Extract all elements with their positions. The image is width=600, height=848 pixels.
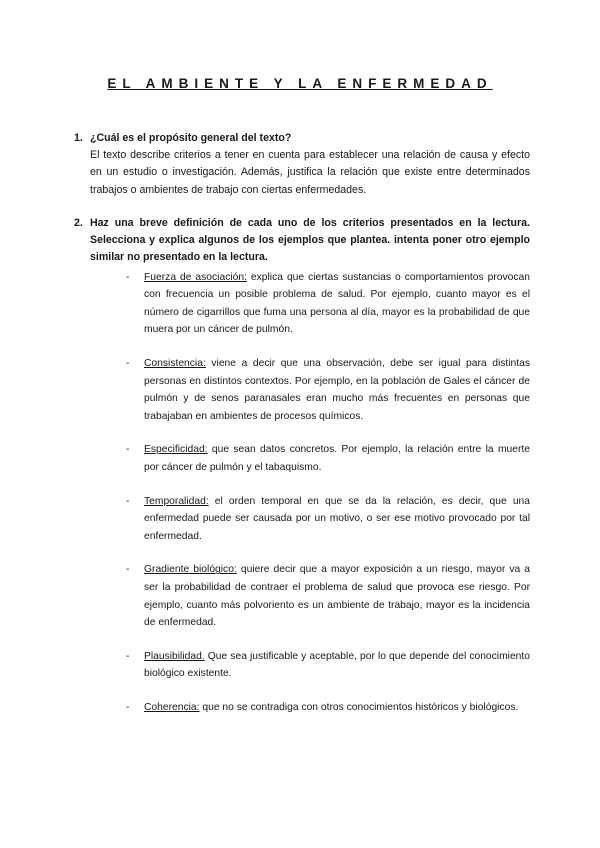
criterion-term: Gradiente biológico: xyxy=(144,564,237,576)
criterion-text: quiere decir que a mayor exposición a un riesgo, mayor va a ser la probabilidad de contraer el problema de salud que provoca ese riesgo. Por ejemplo, cuanto más polvoriento es un ambiente de trabajo, mayor es la incidencia de enfermedad. xyxy=(144,564,530,629)
document-title: EL AMBIENTE Y LA ENFERMEDAD xyxy=(107,76,493,91)
question-2 xyxy=(74,215,530,732)
criterion-term: Consistencia: xyxy=(144,357,206,369)
question-2-heading: Haz una breve definición de cada uno de los criterios presentados en la lectura. Selecciona y explica algunos de los ejemplos que plantea. intenta poner otro ejemplo similar no presentado en la lectura. xyxy=(90,217,530,264)
question-1-answer: El texto describe criterios a tener en cuenta para establecer una relación de causa y efecto en un estudio o investigación. Además, justifica la relación que existe entre determinados trabajos o ambientes de trabajo con ciertas enfermedades. xyxy=(90,149,530,196)
criterion-text: que sean datos concretos. Por ejemplo, la relación entre la muerte por cáncer de pulmón y el tabaquismo. xyxy=(144,444,530,473)
criterion-term: Plausibilidad. xyxy=(144,650,205,662)
criterion-text: el orden temporal en que se da la relación, es decir, que una enfermedad puede ser causada por un motivo, o ser ese motivo provocado por tal enfermedad. xyxy=(144,495,530,542)
criterion-text: viene a decir que una observación, debe ser igual para distintas personas en distintos contextos. Por ejemplo, en la población de Gales el cáncer de pulmón y de senos paranasales eran mucho más frecuentes en personas que trabajaban en ambientes de procesos químicos. xyxy=(144,357,530,422)
bullet-dash: - xyxy=(126,564,130,576)
criterion-term: Especificidad: xyxy=(144,444,208,456)
criterion-item xyxy=(90,699,530,717)
criterion-item xyxy=(90,561,530,631)
criterion-term: Coherencia: xyxy=(144,701,200,713)
criterion-item xyxy=(90,648,530,683)
question-1 xyxy=(74,130,530,199)
criterion-text: Que sea justificable y aceptable, por lo que depende del conocimiento biológico existente. xyxy=(144,650,530,680)
bullet-dash: - xyxy=(126,650,130,662)
criterion-term: Fuerza de asociación: xyxy=(144,271,247,283)
criterion-item xyxy=(90,441,530,476)
criterion-item xyxy=(90,355,530,425)
question-1-number: 1. xyxy=(74,132,83,144)
criterion-item xyxy=(90,493,530,546)
criterion-term: Temporalidad: xyxy=(144,495,209,507)
bullet-dash: - xyxy=(126,444,130,456)
bullet-dash: - xyxy=(126,357,130,369)
bullet-dash: - xyxy=(126,701,130,713)
criterion-text: que no se contradiga con otros conocimientos históricos y biológicos. xyxy=(199,701,519,713)
question-2-number: 2. xyxy=(74,217,83,229)
criterion-item xyxy=(90,269,530,339)
criteria-list xyxy=(90,269,530,717)
criterion-text: explica que ciertas sustancias o comportamientos provocan con frecuencia un posible problema de salud. Por ejemplo, cuanto mayor es el número de cigarrillos que fuma una persona al día, mayor es la probabilidad de que muera por un cáncer de pulmón. xyxy=(144,271,530,336)
bullet-dash: - xyxy=(126,495,130,507)
question-1-heading: ¿Cuál es el propósito general del texto? xyxy=(90,132,292,144)
bullet-dash: - xyxy=(126,271,130,283)
